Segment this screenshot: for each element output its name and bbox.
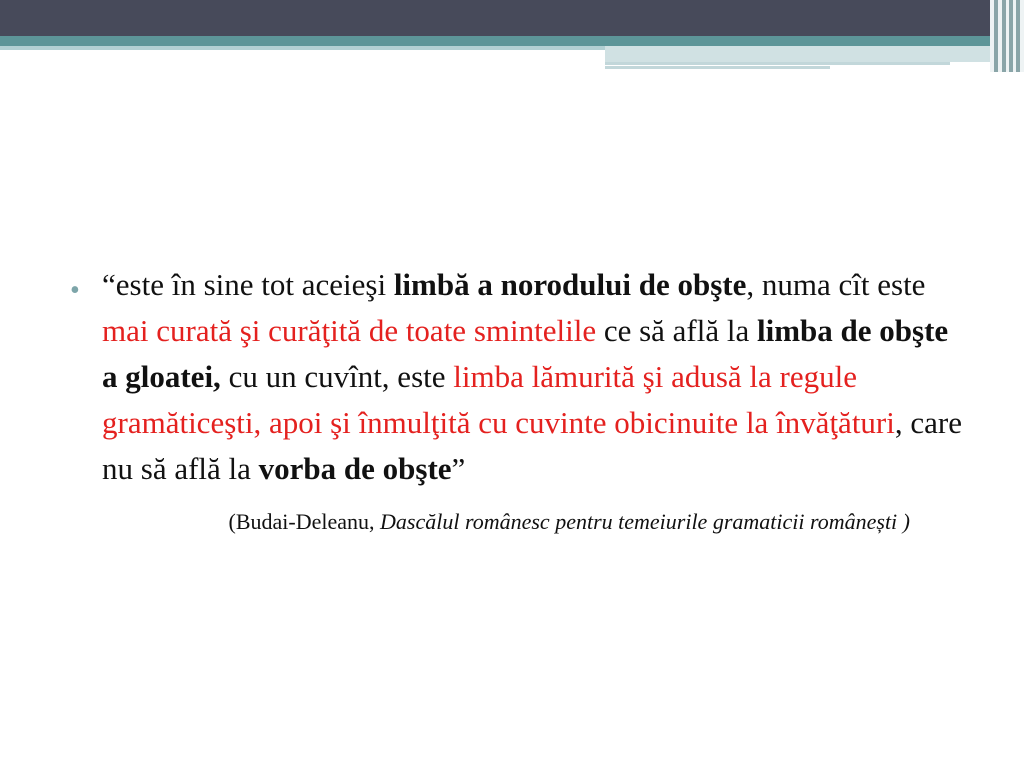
bullet-dot-icon: • bbox=[70, 275, 80, 306]
header-banner bbox=[0, 0, 1024, 80]
quote-segment: cu un cuvînt, este bbox=[220, 359, 454, 394]
banner-pale-bar bbox=[0, 46, 605, 50]
slide-content bbox=[70, 262, 970, 538]
quote-emphasis-bold: limba de obşte a gloatei, bbox=[102, 313, 949, 394]
banner-vertical-stripes bbox=[990, 0, 1024, 72]
quote-segment: , numa cît este bbox=[746, 267, 926, 302]
quote-text bbox=[102, 262, 968, 492]
quote-segment: “este în sine tot aceieşi bbox=[102, 267, 394, 302]
citation bbox=[70, 506, 970, 538]
banner-dark-bar bbox=[0, 0, 990, 36]
quote-emphasis-red: limba lămurită şi adusă la regule gramăticeşti, apoi şi înmulţită cu cuvinte obicinuite la învăţături bbox=[102, 359, 895, 440]
citation-author: (Budai-Deleanu, bbox=[228, 509, 381, 534]
quote-segment: , care nu să află la bbox=[102, 405, 962, 486]
banner-thin-line bbox=[605, 62, 950, 65]
banner-thin-line bbox=[605, 66, 830, 69]
quote-emphasis-bold: limbă a norodului de obşte bbox=[393, 267, 747, 302]
quote-emphasis-red: mai curată şi curăţită de toate smintelile bbox=[102, 313, 597, 348]
banner-teal-bar bbox=[0, 36, 990, 46]
quote-emphasis-bold: vorba de obşte bbox=[258, 451, 452, 486]
bullet-item bbox=[70, 262, 970, 492]
citation-title: Dascălul românesc pentru temeiurile gramaticii românești ) bbox=[380, 509, 910, 534]
quote-segment: ” bbox=[451, 451, 466, 486]
banner-step-bar bbox=[605, 46, 990, 62]
quote-segment: ce să află la bbox=[596, 313, 757, 348]
